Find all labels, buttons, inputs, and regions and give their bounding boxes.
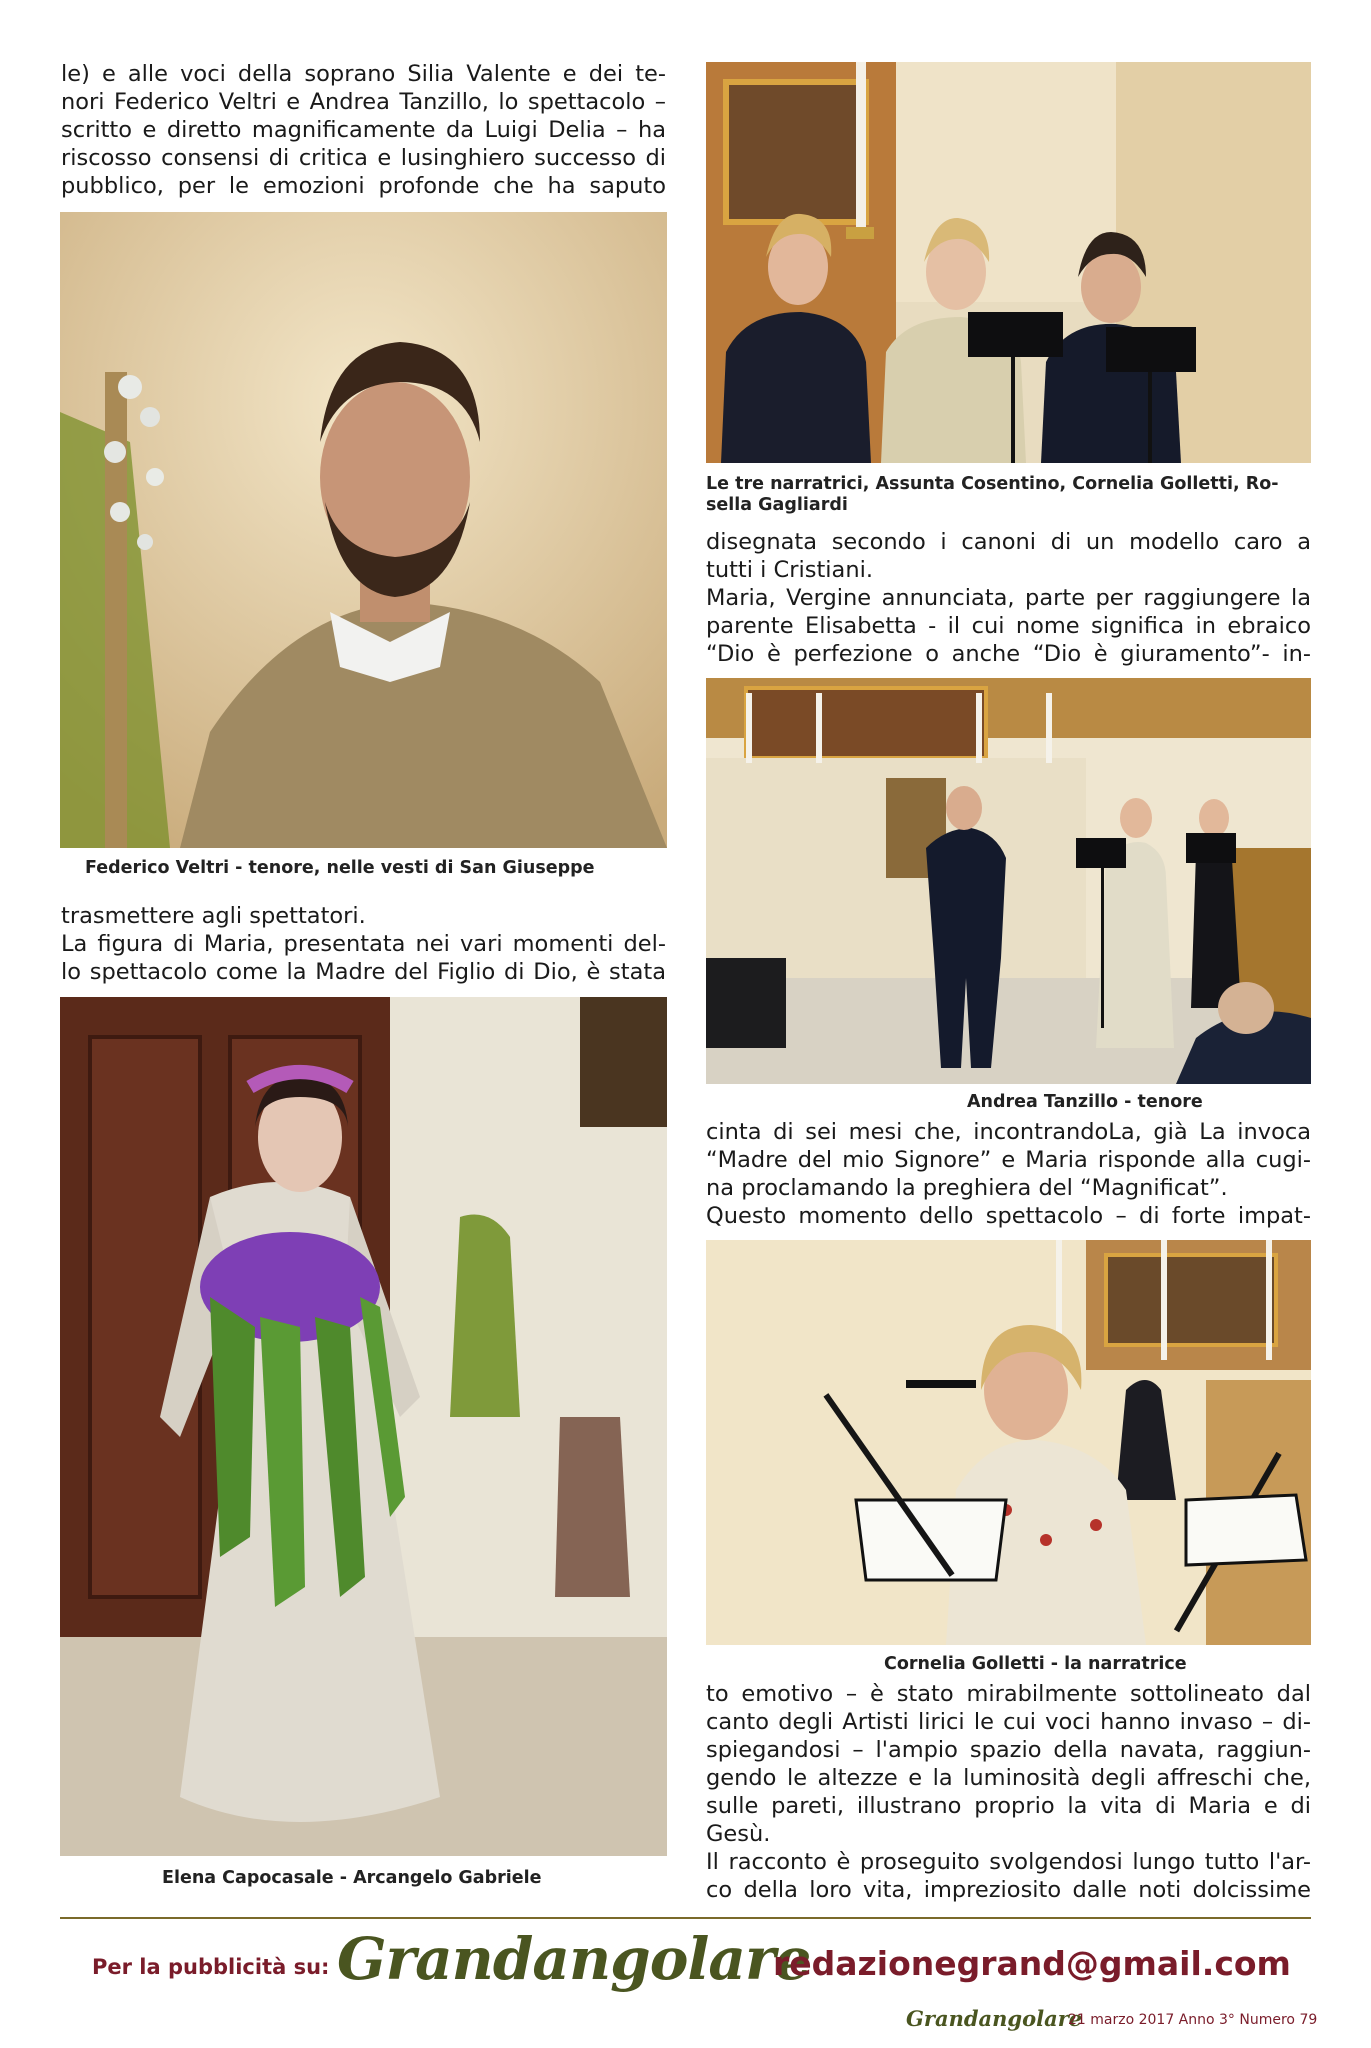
- grandangolare-logo: Grandangolare: [337, 1925, 811, 1993]
- text-line: pubblico, per le emozioni profonde che ha saputo: [61, 173, 666, 199]
- text-line: La figura di Maria, presentata nei vari momenti del-: [61, 931, 666, 957]
- text-line: spiegandosi – l'ampio spazio della navata, raggiun-: [706, 1737, 1311, 1763]
- issue-date: 21 marzo 2017 Anno 3° Numero 79: [1068, 2012, 1318, 2028]
- advertising-email[interactable]: redazionegrand@gmail.com: [773, 1944, 1291, 1983]
- caption-narratrici: [706, 474, 1310, 516]
- photo-andrea-tanzillo: [706, 678, 1311, 1084]
- text-line: trasmettere agli spettatori.: [61, 903, 366, 929]
- caption-golletti: Cornelia Golletti - la narratrice: [884, 1654, 1187, 1674]
- caption-veltri: Federico Veltri - tenore, nelle vesti di San Giuseppe: [85, 858, 595, 878]
- photo-cornelia-golletti: [706, 1240, 1311, 1645]
- photo-tre-narratrici: [706, 62, 1311, 463]
- text-line: nori Federico Veltri e Andrea Tanzillo, lo spettacolo –: [61, 89, 666, 115]
- text-line: scritto e diretto magnificamente da Luigi Delia – ha: [61, 117, 666, 143]
- paragraph: [706, 1118, 1311, 1230]
- text-line: “Madre del mio Signore” e Maria risponde alla cugi-: [706, 1147, 1311, 1173]
- article-text-right-1: [706, 528, 1311, 668]
- paragraph: [706, 528, 1311, 668]
- paragraph: [61, 60, 666, 200]
- footer-logo: Grandangolare: [906, 2006, 1083, 2031]
- caption-line: sella Gagliardi: [706, 495, 848, 515]
- caption-tanzillo: Andrea Tanzillo - tenore: [967, 1092, 1203, 1112]
- article-text-right-3: [706, 1680, 1311, 1904]
- article-text-top-left: [61, 60, 666, 200]
- text-line: Il racconto è proseguito svolgendosi lungo tutto l'ar-: [706, 1849, 1311, 1875]
- article-text-mid-left: [61, 902, 666, 986]
- caption-line: Le tre narratrici, Assunta Cosentino, Cornelia Golletti, Ro-: [706, 474, 1279, 494]
- text-line: parente Elisabetta - il cui nome significa in ebraico: [706, 613, 1311, 639]
- text-line: Maria, Vergine annunciata, parte per raggiungere la: [706, 585, 1311, 611]
- text-line: co della loro vita, impreziosito dalle noti dolcissime: [706, 1877, 1311, 1903]
- text-line: disegnata secondo i canoni di un modello caro a: [706, 529, 1311, 555]
- paragraph: [706, 1680, 1311, 1904]
- text-line: riscosso consensi di critica e lusinghiero successo di: [61, 145, 666, 171]
- photo-elena-capocasale: [60, 997, 667, 1856]
- photo-federico-veltri: [60, 212, 667, 848]
- text-line: sulle pareti, illustrano proprio la vita di Maria e di: [706, 1793, 1311, 1819]
- text-line: Questo momento dello spettacolo – di forte impat-: [706, 1203, 1311, 1229]
- text-line: canto degli Artisti lirici le cui voci hanno invaso – di-: [706, 1709, 1311, 1735]
- text-line: cinta di sei mesi che, incontrandoLa, già La invoca: [706, 1119, 1311, 1145]
- text-line: lo spettacolo come la Madre del Figlio di Dio, è stata: [61, 959, 666, 985]
- text-line: gendo le altezze e la luminosità degli affreschi che,: [706, 1765, 1311, 1791]
- text-line: “Dio è perfezione o anche “Dio è giuramento”- in-: [706, 641, 1311, 667]
- text-line: to emotivo – è stato mirabilmente sottolineato dal: [706, 1681, 1311, 1707]
- text-line: Gesù.: [706, 1821, 771, 1847]
- text-line: le) e alle voci della soprano Silia Valente e dei te-: [61, 61, 666, 87]
- footer-divider: [60, 1917, 1311, 1919]
- paragraph: [61, 902, 666, 986]
- caption-capocasale: Elena Capocasale - Arcangelo Gabriele: [162, 1868, 542, 1888]
- article-text-right-2: [706, 1118, 1311, 1230]
- text-line: na proclamando la preghiera del “Magnificat”.: [706, 1175, 1228, 1201]
- text-line: tutti i Cristiani.: [706, 557, 873, 583]
- ad-label: Per la pubblicità su:: [92, 1955, 330, 1979]
